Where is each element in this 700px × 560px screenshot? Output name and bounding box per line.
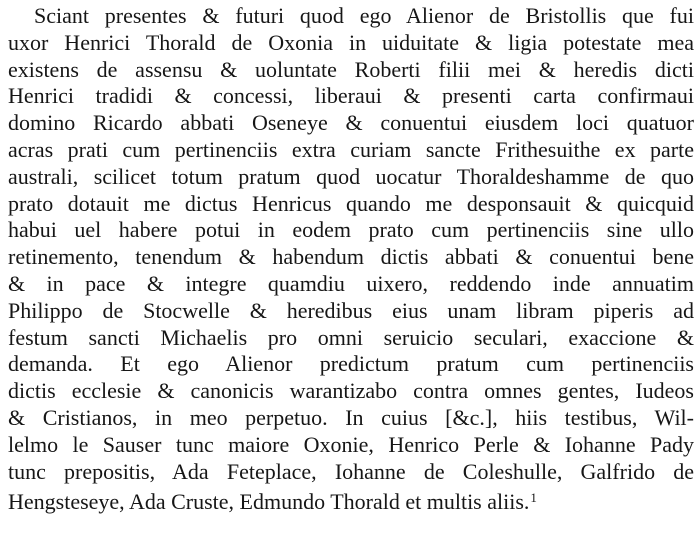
text-line: festum sancti Michaelis pro omni seruicio seculari, exaccione & (8, 324, 694, 350)
footnote-mark: 1 (530, 490, 537, 506)
text-line: habui uel habere potui in eodem prato cum pertinenciis sine ullo (8, 217, 694, 243)
text-line: prato dotauit me dictus Henricus quando me desponsauit & quicquid (8, 190, 694, 216)
text-line: Sciant presentes & futuri quod ego Alienor de Bristollis que fui (34, 3, 694, 28)
text-line: retinemento, tenendum & habendum dictis abbati & conuentui bene (8, 244, 694, 270)
text-line: & Cristianos, in meo perpetuo. In cuius [&c.], hiis testibus, Wil- (8, 404, 694, 430)
text-line: lelmo le Sauser tunc maiore Oxonie, Henrico Perle & Iohanne Pady (8, 431, 694, 457)
text-line: australi, scilicet totum pratum quod uocatur Thoraldeshamme de quo (8, 163, 694, 189)
text-line: Henrici tradidi & concessi, liberaui & presenti carta confirmaui (8, 83, 694, 109)
charter-text (8, 3, 694, 515)
text-line: demanda. Et ego Alienor predictum pratum cum pertinenciis (8, 351, 694, 377)
text-line-last-content: Hengsteseye, Ada Cruste, Edmundo Thorald et multis aliis. (8, 489, 530, 515)
text-line: dictis ecclesie & canonicis warantizabo contra omnes gentes, Iudeos (8, 378, 694, 404)
text-line: existens de assensu & uoluntate Roberti filii mei & heredis dicti (8, 56, 694, 82)
text-line: uxor Henrici Thorald de Oxonia in uiduitate & ligia potestate mea (8, 29, 694, 55)
text-line-last (8, 485, 694, 515)
text-line: Philippo de Stocwelle & heredibus eius unam libram piperis ad (8, 297, 694, 323)
text-line: tunc prepositis, Ada Feteplace, Iohanne de Coleshulle, Galfrido de (8, 458, 694, 484)
text-line: & in pace & integre quamdiu uixero, reddendo inde annuatim (8, 270, 694, 296)
text-line: acras prati cum pertinenciis extra curiam sancte Frithesuithe ex parte (8, 136, 694, 162)
text-line: domino Ricardo abbati Oseneye & conuentui eiusdem loci quatuor (8, 110, 694, 136)
